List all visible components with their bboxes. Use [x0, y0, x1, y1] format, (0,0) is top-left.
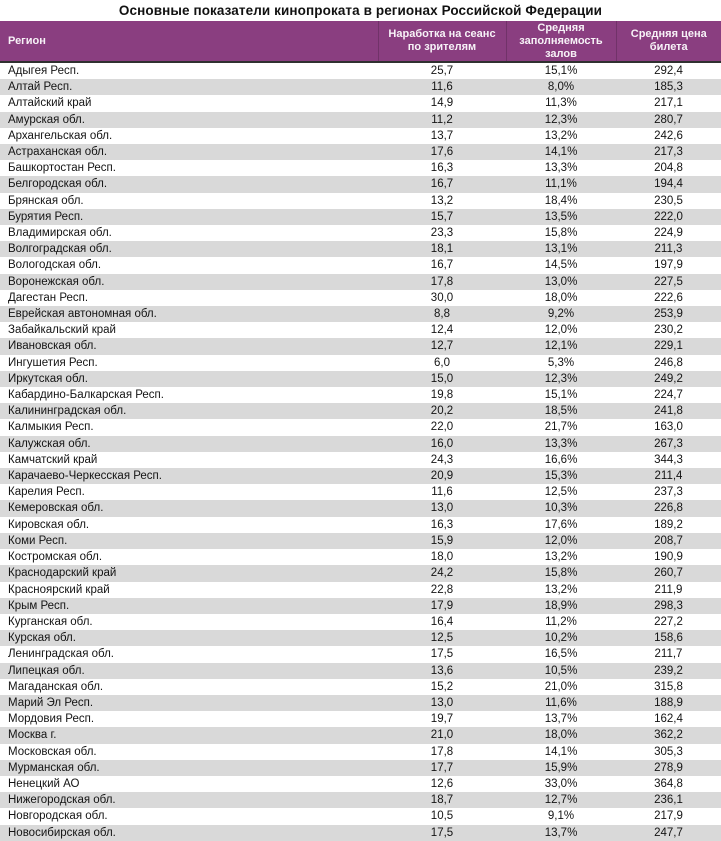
table-row — [0, 225, 721, 241]
table-row — [0, 62, 721, 79]
table-row — [0, 290, 721, 306]
attendance-cell: 16,4 — [430, 615, 454, 628]
occupancy-cell: 15,8% — [544, 227, 578, 240]
region-name-cell: Алтай Респ. — [0, 79, 378, 95]
region-name-cell: Алтайский край — [8, 97, 92, 110]
price-cell: 197,9 — [654, 259, 683, 272]
price-cell: 249,2 — [616, 371, 721, 387]
occupancy-cell: 12,1% — [506, 338, 616, 354]
table-row — [0, 582, 721, 598]
occupancy-cell: 13,2% — [544, 129, 578, 142]
occupancy-cell: 15,9% — [506, 760, 616, 776]
attendance-cell: 25,7 — [430, 65, 454, 77]
region-name-cell: Карачаево-Черкесская Респ. — [0, 468, 378, 484]
price-cell: 227,2 — [654, 615, 683, 628]
attendance-cell: 8,8 — [378, 306, 506, 322]
attendance-cell: 19,8 — [430, 389, 454, 402]
occupancy-cell: 14,5% — [544, 259, 578, 272]
attendance-cell: 22,8 — [430, 583, 454, 596]
table-row — [0, 193, 721, 209]
occupancy-cell: 13,7% — [544, 713, 578, 726]
attendance-cell: 18,0 — [430, 551, 454, 564]
price-cell: 230,5 — [654, 194, 683, 207]
price-cell: 162,4 — [654, 713, 683, 726]
price-cell: 292,4 — [654, 65, 683, 77]
attendance-cell: 17,7 — [378, 760, 506, 776]
table-row — [0, 257, 721, 273]
price-cell: 211,3 — [616, 241, 721, 257]
table-row — [0, 160, 721, 176]
region-name-cell: Волгоградская обл. — [0, 241, 378, 257]
occupancy-cell: 16,6% — [544, 453, 578, 466]
occupancy-cell: 8,0% — [506, 79, 616, 95]
region-name-cell: Мурманская обл. — [0, 760, 378, 776]
table-row — [0, 128, 721, 144]
attendance-cell: 13,6 — [378, 663, 506, 679]
occupancy-cell: 15,1% — [544, 389, 578, 402]
region-name-cell: Магаданская обл. — [8, 680, 104, 693]
table-row — [0, 744, 721, 760]
occupancy-cell: 15,1% — [544, 65, 578, 77]
table-row — [0, 711, 721, 727]
attendance-cell: 17,5 — [430, 648, 454, 661]
occupancy-cell: 13,1% — [506, 241, 616, 257]
attendance-cell: 13,7 — [430, 129, 454, 142]
price-cell: 211,4 — [616, 468, 721, 484]
table-row — [0, 808, 721, 824]
attendance-cell: 22,0 — [430, 421, 454, 434]
price-cell: 222,6 — [654, 291, 683, 304]
region-name-cell: Забайкальский край — [8, 324, 116, 337]
region-name-cell: Калмыкия Респ. — [8, 421, 94, 434]
occupancy-cell: 10,5% — [506, 663, 616, 679]
price-cell: 236,1 — [616, 792, 721, 808]
table-row — [0, 468, 721, 484]
occupancy-cell: 12,5% — [544, 486, 578, 499]
table-row — [0, 825, 721, 841]
regions-table — [0, 21, 721, 841]
region-name-cell: Краснодарский край — [0, 565, 378, 581]
col-header-attendance-per-session: Наработка на сеанс по зрителям — [378, 21, 506, 62]
price-cell: 211,7 — [654, 648, 683, 661]
price-cell: 230,2 — [654, 324, 683, 337]
table-body — [0, 62, 721, 841]
attendance-cell: 24,2 — [378, 565, 506, 581]
price-cell: 362,2 — [616, 727, 721, 743]
price-cell: 158,6 — [616, 630, 721, 646]
table-row — [0, 533, 721, 549]
occupancy-cell: 13,3% — [506, 436, 616, 452]
attendance-cell: 12,5 — [378, 630, 506, 646]
occupancy-cell: 16,5% — [544, 648, 578, 661]
region-name-cell: Воронежская обл. — [0, 274, 378, 290]
attendance-cell: 19,7 — [430, 713, 454, 726]
occupancy-cell: 13,5% — [506, 209, 616, 225]
region-name-cell: Липецкая обл. — [0, 663, 378, 679]
region-name-cell: Карелия Респ. — [8, 486, 85, 499]
attendance-cell: 24,3 — [430, 453, 454, 466]
occupancy-cell: 18,9% — [506, 598, 616, 614]
price-cell: 247,7 — [616, 825, 721, 841]
occupancy-cell: 18,4% — [544, 194, 578, 207]
region-name-cell: Марий Эл Респ. — [0, 695, 378, 711]
attendance-cell: 17,8 — [378, 274, 506, 290]
region-name-cell: Амурская обл. — [0, 112, 378, 128]
price-cell: 227,5 — [616, 274, 721, 290]
table-row — [0, 484, 721, 500]
table-row — [0, 306, 721, 322]
price-cell: 278,9 — [616, 760, 721, 776]
region-name-cell: Дагестан Респ. — [8, 291, 89, 304]
table-row — [0, 338, 721, 354]
attendance-cell: 21,0 — [378, 727, 506, 743]
region-name-cell: Калининградская обл. — [0, 403, 378, 419]
occupancy-cell: 11,3% — [545, 97, 577, 110]
region-name-cell: Ненецкий АО — [8, 777, 80, 790]
col-header-ticket-price: Средняя цена билета — [616, 21, 721, 62]
table-row — [0, 112, 721, 128]
table-row — [0, 144, 721, 160]
region-name-cell: Бурятия Респ. — [0, 209, 378, 225]
region-name-cell: Нижегородская обл. — [0, 792, 378, 808]
occupancy-cell: 33,0% — [544, 777, 578, 790]
table-row — [0, 419, 721, 435]
price-cell: 229,1 — [616, 338, 721, 354]
table-row — [0, 565, 721, 581]
region-name-cell: Кабардино-Балкарская Респ. — [8, 389, 164, 402]
col-header-region: Регион — [0, 21, 378, 62]
table-row — [0, 79, 721, 95]
table-row — [0, 614, 721, 630]
table-row — [0, 95, 721, 111]
region-name-cell: Ингушетия Респ. — [8, 356, 98, 369]
attendance-cell: 15,0 — [378, 371, 506, 387]
region-name-cell: Курская обл. — [0, 630, 378, 646]
price-cell: 280,7 — [616, 112, 721, 128]
price-cell: 217,1 — [654, 97, 683, 110]
table-row — [0, 387, 721, 403]
attendance-cell: 15,7 — [378, 209, 506, 225]
header-row — [0, 21, 721, 62]
occupancy-cell: 12,3% — [506, 371, 616, 387]
attendance-cell: 10,5 — [430, 810, 454, 823]
attendance-cell: 11,2 — [378, 112, 506, 128]
table-row — [0, 630, 721, 646]
region-name-cell: Калужская обл. — [0, 436, 378, 452]
occupancy-cell: 21,7% — [544, 421, 578, 434]
table-row — [0, 452, 721, 468]
attendance-cell: 13,0 — [378, 695, 506, 711]
table-row — [0, 500, 721, 516]
region-name-cell: Башкортостан Респ. — [8, 162, 116, 175]
price-cell: 185,3 — [616, 79, 721, 95]
region-name-cell: Кемеровская обл. — [0, 500, 378, 516]
region-name-cell: Костромская обл. — [8, 551, 103, 564]
occupancy-cell: 13,0% — [506, 274, 616, 290]
attendance-cell: 11,6 — [431, 486, 453, 499]
table-row — [0, 322, 721, 338]
table-row — [0, 209, 721, 225]
region-name-cell: Кировская обл. — [8, 518, 90, 531]
attendance-cell: 6,0 — [434, 356, 450, 369]
occupancy-cell: 12,7% — [506, 792, 616, 808]
occupancy-cell: 9,2% — [506, 306, 616, 322]
occupancy-cell: 11,2% — [545, 615, 577, 628]
occupancy-cell: 14,1% — [544, 745, 578, 758]
attendance-cell: 13,0 — [378, 500, 506, 516]
attendance-cell: 20,9 — [378, 468, 506, 484]
table-row — [0, 355, 721, 371]
occupancy-cell: 18,5% — [506, 403, 616, 419]
attendance-cell: 16,3 — [430, 162, 454, 175]
table-row — [0, 241, 721, 257]
table-row — [0, 646, 721, 662]
region-name-cell: Астраханская обл. — [0, 144, 378, 160]
price-cell: 239,2 — [616, 663, 721, 679]
price-cell: 211,9 — [654, 583, 683, 596]
attendance-cell: 15,9 — [378, 533, 506, 549]
price-cell: 246,8 — [654, 356, 683, 369]
region-name-cell: Крым Респ. — [0, 598, 378, 614]
region-name-cell: Мордовия Респ. — [8, 713, 95, 726]
occupancy-cell: 13,2% — [544, 551, 578, 564]
attendance-cell: 23,3 — [430, 227, 454, 240]
attendance-cell: 14,9 — [430, 97, 454, 110]
table-row — [0, 274, 721, 290]
occupancy-cell: 5,3% — [547, 356, 575, 369]
table-row — [0, 549, 721, 565]
price-cell: 204,8 — [654, 162, 683, 175]
attendance-cell: 30,0 — [430, 291, 454, 304]
attendance-cell: 15,2 — [430, 680, 454, 693]
table-row — [0, 792, 721, 808]
attendance-cell: 16,7 — [378, 176, 506, 192]
page-title: Основные показатели кинопроката в регионах Российской Федерации — [118, 3, 603, 18]
region-name-cell: Новосибирская обл. — [0, 825, 378, 841]
price-cell: 163,0 — [654, 421, 683, 434]
table-row — [0, 663, 721, 679]
attendance-cell: 16,7 — [430, 259, 454, 272]
occupancy-cell: 12,3% — [506, 112, 616, 128]
price-cell: 253,9 — [616, 306, 721, 322]
region-name-cell: Ивановская обл. — [0, 338, 378, 354]
region-name-cell: Брянская обл. — [8, 194, 84, 207]
occupancy-cell: 10,3% — [506, 500, 616, 516]
attendance-cell: 16,0 — [378, 436, 506, 452]
occupancy-cell: 18,0% — [506, 727, 616, 743]
attendance-cell: 17,8 — [430, 745, 454, 758]
occupancy-cell: 12,0% — [506, 533, 616, 549]
price-cell: 267,3 — [616, 436, 721, 452]
region-name-cell: Курганская обл. — [8, 615, 93, 628]
price-cell: 189,2 — [654, 518, 683, 531]
attendance-cell: 12,4 — [430, 324, 454, 337]
table-row — [0, 371, 721, 387]
table-header — [0, 21, 721, 62]
price-cell: 217,3 — [616, 144, 721, 160]
region-name-cell: Владимирская обл. — [8, 227, 112, 240]
occupancy-cell: 12,0% — [544, 324, 578, 337]
price-cell: 260,7 — [616, 565, 721, 581]
region-name-cell: Архангельская обл. — [8, 129, 113, 142]
table-row — [0, 776, 721, 792]
region-name-cell: Иркутская обл. — [0, 371, 378, 387]
price-cell: 241,8 — [616, 403, 721, 419]
occupancy-cell: 14,1% — [506, 144, 616, 160]
occupancy-cell: 10,2% — [506, 630, 616, 646]
region-name-cell: Москва г. — [0, 727, 378, 743]
region-name-cell: Красноярский край — [8, 583, 110, 596]
price-cell: 217,9 — [654, 810, 683, 823]
attendance-cell: 17,5 — [378, 825, 506, 841]
region-name-cell: Камчатский край — [8, 453, 98, 466]
occupancy-cell: 11,1% — [506, 176, 616, 192]
attendance-cell: 12,7 — [378, 338, 506, 354]
price-cell: 224,9 — [654, 227, 683, 240]
attendance-cell: 11,6 — [378, 79, 506, 95]
price-cell: 242,6 — [654, 129, 683, 142]
price-cell: 305,3 — [654, 745, 683, 758]
occupancy-cell: 13,2% — [544, 583, 578, 596]
table-row — [0, 436, 721, 452]
occupancy-cell: 9,1% — [547, 810, 575, 823]
attendance-cell: 16,3 — [430, 518, 454, 531]
occupancy-cell: 11,6% — [506, 695, 616, 711]
region-name-cell: Адыгея Респ. — [8, 65, 80, 77]
region-name-cell: Еврейская автономная обл. — [0, 306, 378, 322]
attendance-cell: 17,9 — [378, 598, 506, 614]
price-cell: 188,9 — [616, 695, 721, 711]
region-name-cell: Коми Респ. — [0, 533, 378, 549]
attendance-cell: 20,2 — [378, 403, 506, 419]
price-cell: 226,8 — [616, 500, 721, 516]
table-row — [0, 598, 721, 614]
table-row — [0, 679, 721, 695]
occupancy-cell: 21,0% — [544, 680, 578, 693]
table-row — [0, 760, 721, 776]
occupancy-cell: 15,8% — [506, 565, 616, 581]
region-name-cell: Ленинградская обл. — [8, 648, 114, 661]
attendance-cell: 18,7 — [378, 792, 506, 808]
attendance-cell: 18,1 — [378, 241, 506, 257]
region-name-cell: Московская обл. — [8, 745, 97, 758]
region-name-cell: Белгородская обл. — [0, 176, 378, 192]
table-row — [0, 517, 721, 533]
occupancy-cell: 13,3% — [544, 162, 578, 175]
table-row — [0, 727, 721, 743]
attendance-cell: 12,6 — [430, 777, 454, 790]
col-header-hall-occupancy: Средняя заполняемость залов — [506, 21, 616, 62]
attendance-cell: 13,2 — [430, 194, 454, 207]
table-row — [0, 176, 721, 192]
price-cell: 194,4 — [616, 176, 721, 192]
price-cell: 237,3 — [654, 486, 683, 499]
price-cell: 298,3 — [616, 598, 721, 614]
price-cell: 364,8 — [654, 777, 683, 790]
occupancy-cell: 13,7% — [506, 825, 616, 841]
price-cell: 190,9 — [654, 551, 683, 564]
occupancy-cell: 18,0% — [544, 291, 578, 304]
table-row — [0, 695, 721, 711]
region-name-cell: Вологодская обл. — [8, 259, 102, 272]
occupancy-cell: 15,3% — [506, 468, 616, 484]
price-cell: 222,0 — [616, 209, 721, 225]
region-name-cell: Новгородская обл. — [8, 810, 108, 823]
price-cell: 315,8 — [654, 680, 683, 693]
price-cell: 208,7 — [616, 533, 721, 549]
price-cell: 344,3 — [654, 453, 683, 466]
table-row — [0, 403, 721, 419]
occupancy-cell: 17,6% — [544, 518, 578, 531]
attendance-cell: 17,6 — [378, 144, 506, 160]
price-cell: 224,7 — [654, 389, 683, 402]
